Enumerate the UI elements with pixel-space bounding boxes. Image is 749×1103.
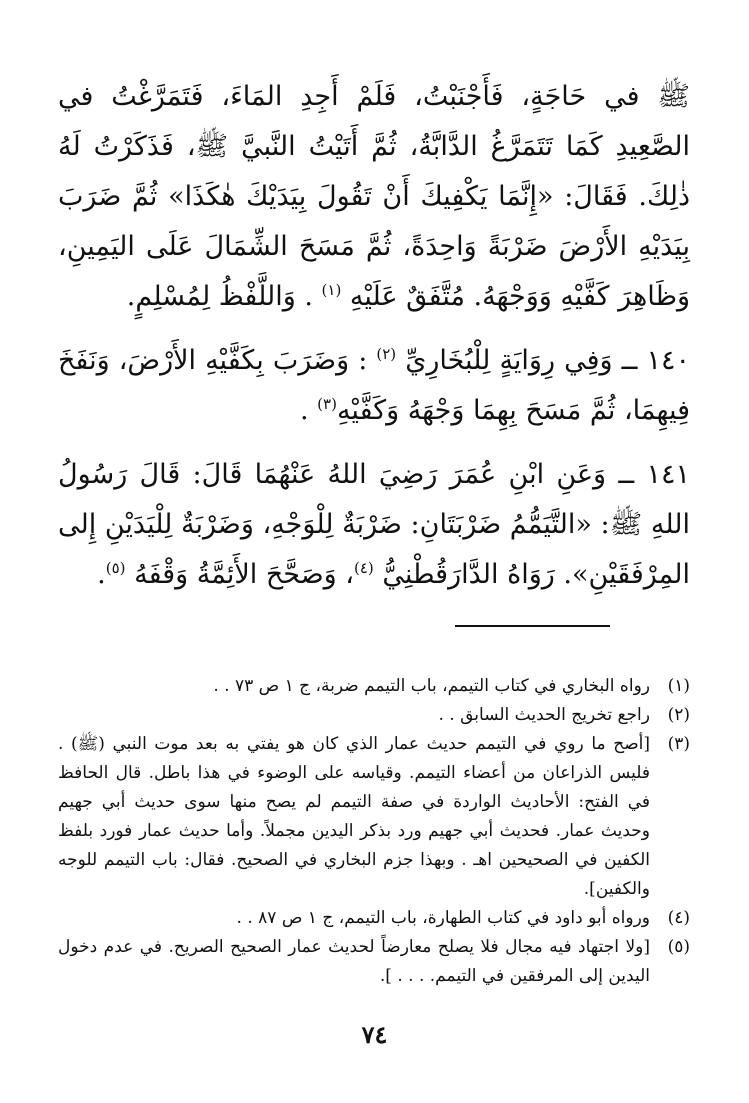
footnote (58, 904, 690, 933)
hadith-number: ١٤٠ (646, 345, 691, 376)
footnote-label: (٥) (667, 937, 690, 957)
footnote-text: رواه البخاري في كتاب التيمم، باب التيمم ضربة، ج ١ ص ٧٣ . . (213, 676, 650, 696)
hadith-text: ﷺ في حَاجَةٍ، فَأَجْنَبْتُ، فَلَمْ أَجِدِ المَاءَ، فَتَمَرَّغْتُ في الصَّعِيدِ كَمَا تَتَمَرَّغُ الدَّابَّةُ، ثُمَّ أَتَيْتُ النَّبيَّ ﷺ، فَذَكَرْتُ لَهُ ذٰلِكَ. فَقَالَ: «إِنَّمَا يَكْفِيكَ أَنْ تَقُولَ بِيَدَيْكَ هٰكَذَا» ثُمَّ ضَرَبَ بِيَدَيْهِ الأَرْضَ ضَرْبَةً وَاحِدَةً، ثُمَّ مَسَحَ الشِّمَالَ عَلَى اليَمِينِ، وَظَاهِرَ كَفَّيْهِ وَوَجْهَهُ. مُتَّفَقٌ عَلَيْهِ (58, 81, 690, 312)
footnote (58, 730, 690, 904)
hadith-text-end: . (300, 395, 318, 426)
hadith-paragraph (58, 336, 690, 436)
hadith-text-end: . (97, 559, 106, 590)
hadith-number: ١٤١ (646, 459, 690, 490)
hadith-text: ــ وَعَنِ ابْنِ عُمَرَ رَضِيَ اللهُ عَنْهُمَا قَالَ: قَالَ رَسُولُ اللهِ ﷺ: «التَّيَمُّمُ ضَرْبَتَانِ: ضَرْبَةٌ لِلْوَجْهِ، وَضَرْبَةٌ لِلْيَدَيْنِ إِلى المِرْفَقَيْنِ». رَوَاهُ الدَّارَقُطْنِيُّ (58, 459, 690, 590)
hadith-paragraph (58, 450, 690, 600)
hadith-text: ــ وَفِي رِوَايَةٍ لِلْبُخَارِيِّ (405, 345, 647, 376)
footnote-text: [ولا اجتهاد فيه مجال فلا يصلح معارضاً لحديث عمار الصحيح الصريح. في عدم دخول اليدين إلى المرفقين في التيمم. . . . ]. (58, 937, 650, 986)
footnote-label: (٣) (667, 734, 690, 754)
hadith-text: : وَضَرَبَ بِكَفَّيْهِ الأَرْضَ، وَنَفَخَ فِيهِمَا، ثُمَّ مَسَحَ بِهِمَا وَجْهَهُ وَكَفَّيْهِ (58, 345, 690, 426)
footnote (58, 672, 690, 701)
footnote (58, 933, 690, 991)
footnote-label: (٢) (667, 705, 690, 725)
footnote-ref[interactable]: (٣) (317, 395, 337, 413)
footnotes (58, 672, 690, 991)
footnote-text: ورواه أبو داود في كتاب الطهارة، باب التيمم، ج ١ ص ٨٧ . . (236, 908, 650, 928)
hadith-text-end: . وَاللَّفْظُ لِمُسْلِمٍ. (126, 281, 322, 312)
main-text (58, 72, 690, 600)
hadith-paragraph (58, 72, 690, 322)
footnote-ref[interactable]: (١) (321, 281, 342, 299)
footnote-separator (455, 625, 610, 627)
footnote-text: [أصح ما روي في التيمم حديث عمار الذي كان هو يفتي به بعد موت النبي (ﷺ) . فليس الذراعان من أعضاء التيمم. وقياسه على الوضوء في هذا باطل. قال الحافظ في الفتح: الأحاديث الواردة في صفة التيمم لم يصح منها سوى حديث أبي جهيم وحديث عمار. فحديث أبي جهيم ورد بذكر اليدين مجملاً. وأما حديث عمار فورد بلفظ الكفين في الصحيحين اهـ . وبهذا جزم البخاري في الصحيح. فقال: باب التيمم للوجه والكفين]. (58, 734, 650, 899)
footnote-ref[interactable]: (٤) (353, 559, 374, 577)
footnote (58, 701, 690, 730)
footnote-text: راجع تخريج الحديث السابق . . (438, 705, 650, 725)
hadith-text: ، وَصَحَّحَ الأَئِمَّةُ وَقْفَهُ (134, 559, 354, 590)
footnote-ref[interactable]: (٢) (376, 345, 397, 363)
footnote-label: (١) (667, 676, 690, 696)
footnote-label: (٤) (667, 908, 690, 928)
page-number: ٧٤ (361, 1020, 388, 1049)
footnote-ref[interactable]: (٥) (105, 559, 126, 577)
